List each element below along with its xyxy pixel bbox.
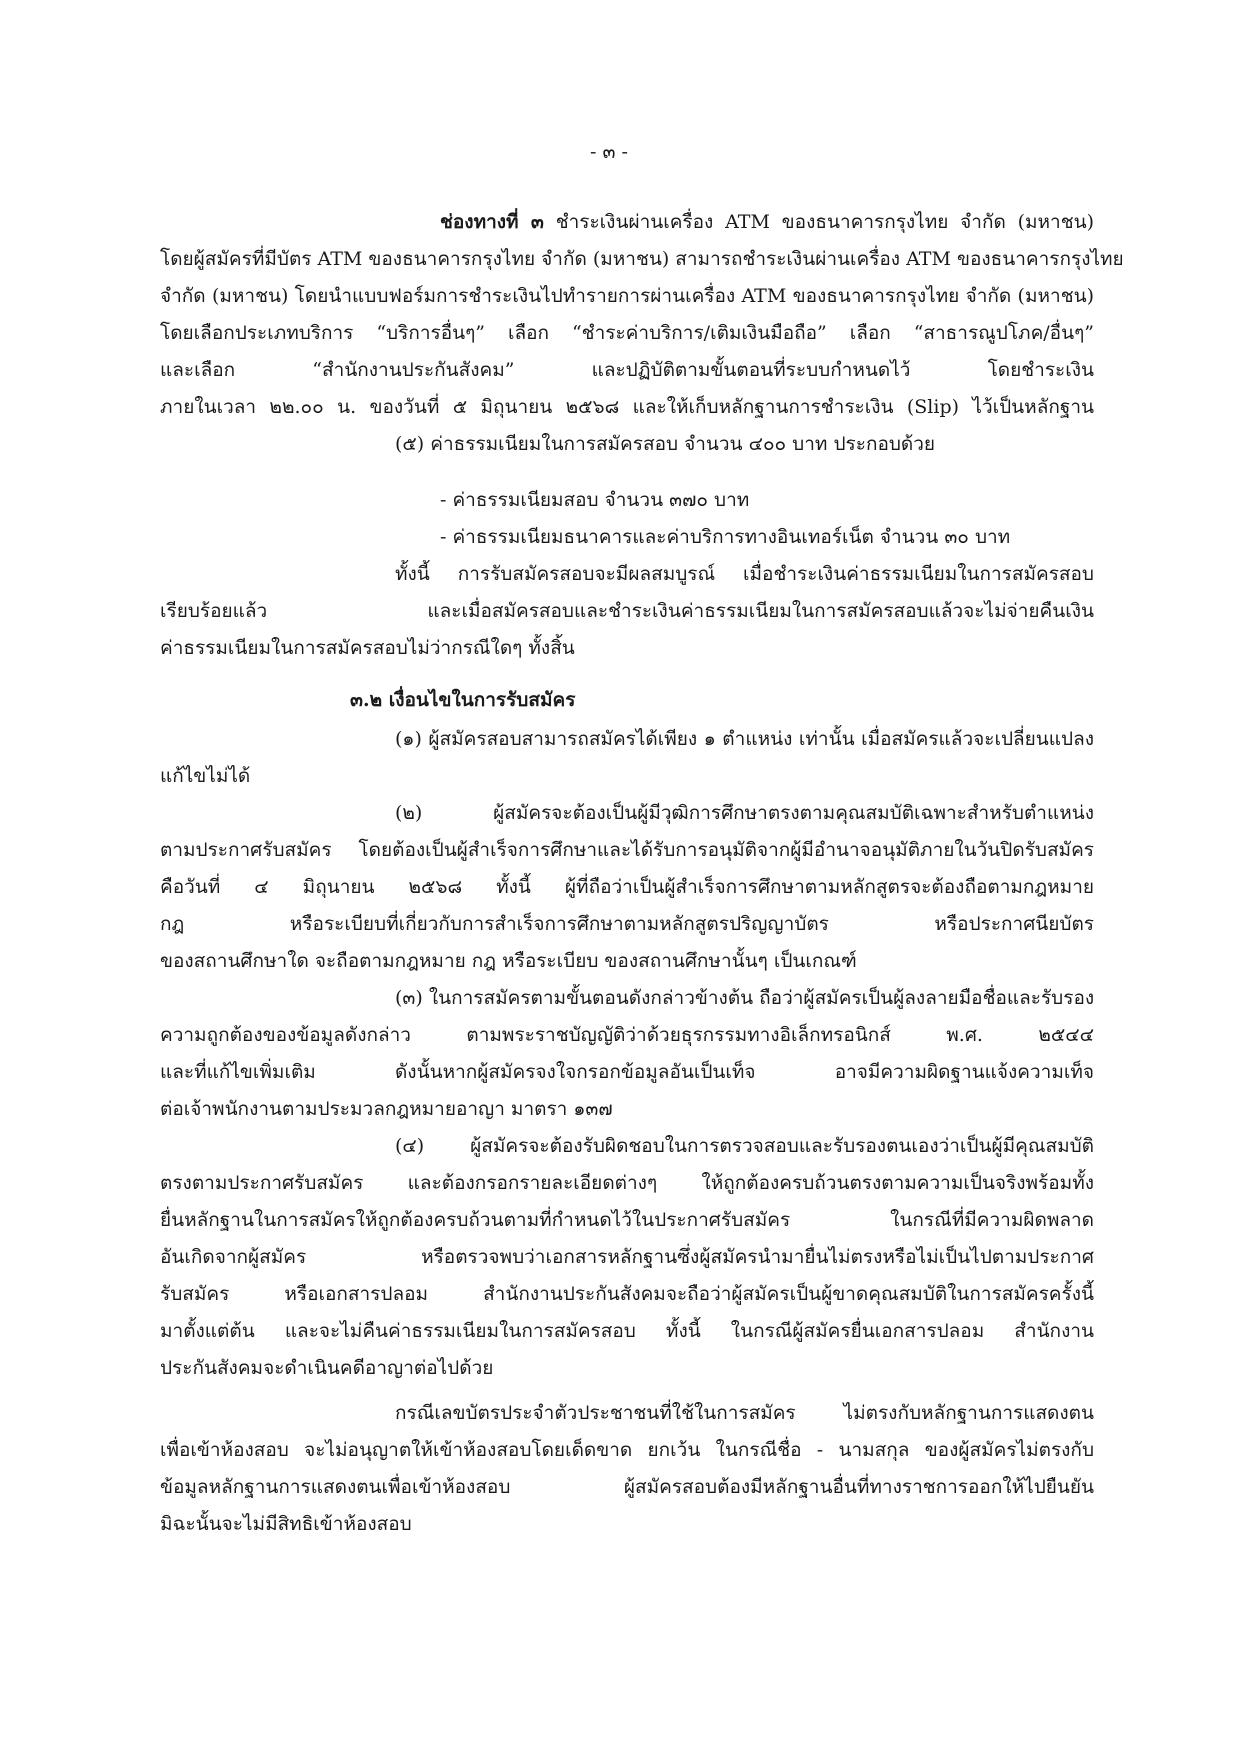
fee-item: - ค่าธรรมเนียมสอบ จำนวน ๓๗๐ บาท (440, 489, 750, 511)
id-note-line: ข้อมูลหลักฐานการแสดงตนเพื่อเข้าห้องสอบ ผู้สมัครสอบต้องมีหลักฐานอื่นที่ทางราชการออกให้ไปยืนยัน (160, 1476, 1094, 1498)
note-line: ค่าธรรมเนียมในการสมัครสอบไม่ว่ากรณีใดๆ ทั้งสิ้น (160, 637, 575, 659)
condition-4-line: ตรงตามประกาศรับสมัคร และต้องกรอกรายละเอียดต่างๆ ให้ถูกต้องครบถ้วนตรงตามความเป็นจริงพร้อมทั้ง (160, 1172, 1094, 1194)
condition-3-line: และที่แก้ไขเพิ่มเติม ดังนั้นหากผู้สมัครจงใจกรอกข้อมูลอันเป็นเท็จ อาจมีความผิดฐานแจ้งความเท็จ (160, 1061, 1094, 1083)
id-note-line: มิฉะนั้นจะไม่มีสิทธิเข้าห้องสอบ (160, 1513, 412, 1535)
condition-4-line: ยื่นหลักฐานในการสมัครให้ถูกต้องครบถ้วนตามที่กำหนดไว้ในประกาศรับสมัคร ในกรณีที่มีความผิดพลาด (160, 1209, 1094, 1231)
condition-4-line: มาตั้งแต่ต้น และจะไม่คืนค่าธรรมเนียมในการสมัครสอบ ทั้งนี้ ในกรณีผู้สมัครยื่นเอกสารปลอม สำนักงาน (160, 1320, 1094, 1342)
channel3-line: ภายในเวลา ๒๒.๐๐ น. ของวันที่ ๕ มิถุนายน ๒๕๖๘ และให้เก็บหลักฐานการชำระเงิน (Slip) ไว้เป็นหลักฐาน (160, 396, 1094, 418)
id-note-line: กรณีเลขบัตรประจำตัวประชาชนที่ใช้ในการสมัคร ไม่ตรงกับหลักฐานการแสดงตน (395, 1402, 1094, 1424)
condition-4-line: (๔) ผู้สมัครจะต้องรับผิดชอบในการตรวจสอบและรับรองตนเองว่าเป็นผู้มีคุณสมบัติ (395, 1135, 1094, 1157)
channel3-first-line (440, 207, 1094, 237)
section-heading: ๓.๒ เงื่อนไขในการรับสมัคร (350, 689, 576, 711)
channel3-line: และเลือก “สำนักงานประกันสังคม” และปฏิบัติตามขั้นตอนที่ระบบกำหนดไว้ โดยชำระเงิน (160, 359, 1094, 381)
channel3-first-rest: ชำระเงินผ่านเครื่อง ATM ของธนาคารกรุงไทย จำกัด (มหาชน) (555, 211, 1095, 233)
condition-1-line: (๑) ผู้สมัครสอบสามารถสมัครได้เพียง ๑ ตำแหน่ง เท่านั้น เมื่อสมัครแล้วจะเปลี่ยนแปลง (395, 728, 1094, 750)
condition-4-line: ประกันสังคมจะดำเนินคดีอาญาต่อไปด้วย (160, 1357, 494, 1379)
condition-2-line: ตามประกาศรับสมัคร โดยต้องเป็นผู้สำเร็จการศึกษาและได้รับการอนุมัติจากผู้มีอำนาจอนุมัติภายในวันปิดรับสมัคร (160, 839, 1094, 861)
condition-2-line: คือวันที่ ๔ มิถุนายน ๒๕๖๘ ทั้งนี้ ผู้ที่ถือว่าเป็นผู้สำเร็จการศึกษาตามหลักสูตรจะต้องถือตามกฎหมาย (160, 876, 1094, 898)
condition-2-line: (๒) ผู้สมัครจะต้องเป็นผู้มีวุฒิการศึกษาตรงตามคุณสมบัติเฉพาะสำหรับตำแหน่ง (395, 802, 1094, 824)
condition-4-line: อันเกิดจากผู้สมัคร หรือตรวจพบว่าเอกสารหลักฐานซึ่งผู้สมัครนำมายื่นไม่ตรงหรือไม่เป็นไปตามประกาศ (160, 1246, 1094, 1268)
condition-3-line: (๓) ในการสมัครตามขั้นตอนดังกล่าวข้างต้น ถือว่าผู้สมัครเป็นผู้ลงลายมือชื่อและรับรอง (395, 987, 1095, 1009)
channel3-heading: ช่องทางที่ ๓ (440, 211, 544, 233)
fee-item: - ค่าธรรมเนียมธนาคารและค่าบริการทางอินเทอร์เน็ต จำนวน ๓๐ บาท (440, 526, 1011, 548)
condition-1-line: แก้ไขไม่ได้ (160, 765, 251, 787)
channel3-line: โดยผู้สมัครที่มีบัตร ATM ของธนาคารกรุงไทย จำกัด (มหาชน) สามารถชำระเงินผ่านเครื่อง ATM ของธนาคารกรุงไทย (160, 248, 1124, 270)
channel3-line: โดยเลือกประเภทบริการ “บริการอื่นๆ” เลือก “ชำระค่าบริการ/เติมเงินมือถือ” เลือก “สาธารณูปโภค/อื่นๆ” (160, 322, 1094, 344)
condition-3-line: ความถูกต้องของข้อมูลดังกล่าว ตามพระราชบัญญัติว่าด้วยธุรกรรมทางอิเล็กทรอนิกส์ พ.ศ. ๒๕๔๔ (160, 1024, 1094, 1046)
page-number: - ๓ - (590, 141, 628, 163)
note-line: เรียบร้อยแล้ว และเมื่อสมัครสอบและชำระเงินค่าธรรมเนียมในการสมัครสอบแล้วจะไม่จ่ายคืนเงิน (160, 600, 1094, 622)
condition-2-line: ของสถานศึกษาใด จะถือตามกฎหมาย กฎ หรือระเบียบ ของสถานศึกษานั้นๆ เป็นเกณฑ์ (160, 950, 857, 972)
condition-3-line: ต่อเจ้าพนักงานตามประมวลกฎหมายอาญา มาตรา ๑๓๗ (160, 1098, 613, 1120)
note-line: ทั้งนี้ การรับสมัครสอบจะมีผลสมบูรณ์ เมื่อชำระเงินค่าธรรมเนียมในการสมัครสอบ (395, 563, 1094, 585)
fee-title: (๕) ค่าธรรมเนียมในการสมัครสอบ จำนวน ๔๐๐ บาท ประกอบด้วย (395, 433, 936, 455)
channel3-line: จำกัด (มหาชน) โดยนำแบบฟอร์มการชำระเงินไปทำรายการผ่านเครื่อง ATM ของธนาคารกรุงไทย จำกัด (มหาชน) (160, 285, 1094, 307)
condition-4-line: รับสมัคร หรือเอกสารปลอม สำนักงานประกันสังคมจะถือว่าผู้สมัครเป็นผู้ขาดคุณสมบัติในการสมัครครั้งนี้ (160, 1283, 1094, 1305)
condition-2-line: กฎ หรือระเบียบที่เกี่ยวกับการสำเร็จการศึกษาตามหลักสูตรปริญญาบัตร หรือประกาศนียบัตร (160, 913, 1094, 935)
id-note-line: เพื่อเข้าห้องสอบ จะไม่อนุญาตให้เข้าห้องสอบโดยเด็ดขาด ยกเว้น ในกรณีชื่อ - นามสกุล ของผู้สมัครไม่ตรงกับ (160, 1439, 1094, 1461)
